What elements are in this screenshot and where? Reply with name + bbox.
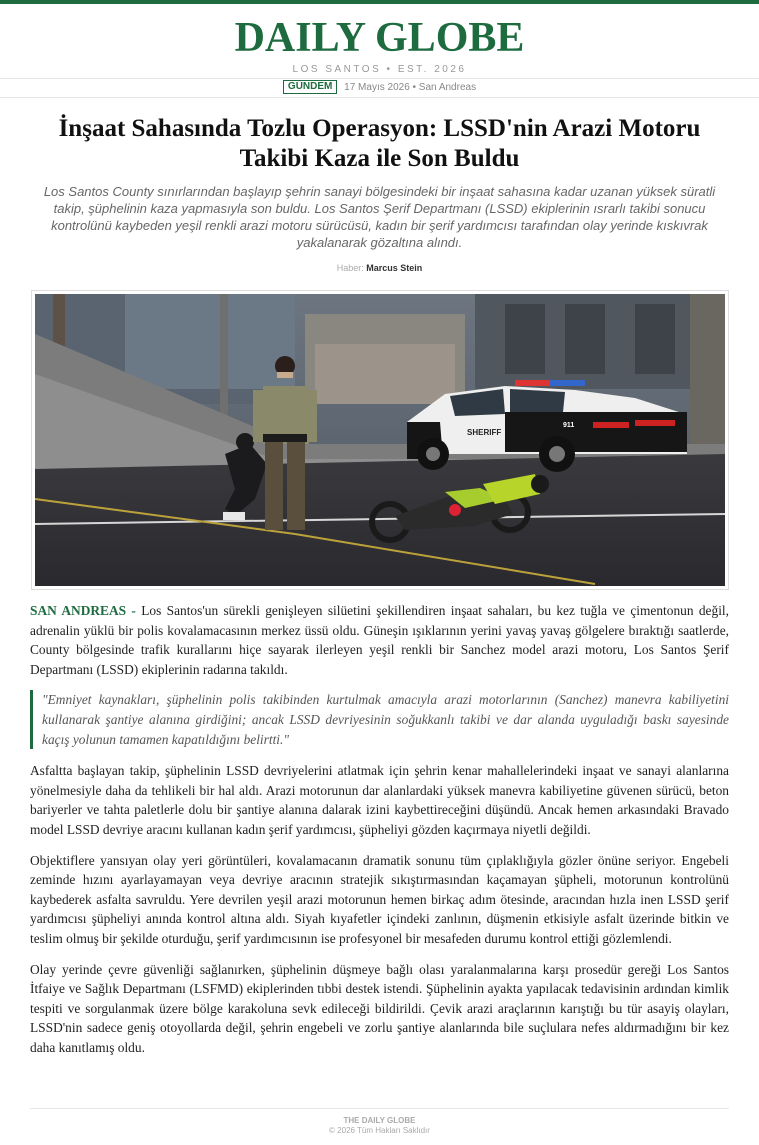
site-logo[interactable]: DAILY GLOBE [234,15,525,61]
byline-label: Haber: [336,263,364,273]
paragraph-1 [30,601,729,679]
paragraph-2: Asfaltta başlayan takip, şüphelinin LSSD devriyelerini atlatmak için şehrin kenar mahallelerindeki inşaat ve sanayi alanlarına yönelmesiyle daha da tehlikeli bir hal aldı. Arazi motorunun dar alanlardaki yüksek manevra kabiliyetine güvenen sürücü, beton bariyerler ve tahta paletlerle dolu bir şantiye alanına dalarak izini kaybettireceğini düşündü. Ancak hemen arkasındaki Bravado model LSSD devriye aracını kullanan kadın şerif yardımcısı, şüpheliyi gözden kaçırmaya niyetli değildi. [30,763,729,837]
article-lede: Los Santos County sınırlarından başlayıp şehrin sanayi bölgesindeki bir inşaat sahasına kadar uzanan yüksek süratli takip, şüphelinin kaza yapmasıyla son buldu. Los Santos Şerif Departmanı (LSSD) ekiplerinin ısrarlı takibi sonucu kontrolünü kaybeden yeşil renkli arazi motoru sürücüsü, kadın bir şerif yardımcısı tarafından olay yerinde kıskıvrak yakalanarak gözaltına alındı. [43,184,716,250]
paragraph-1-text: Los Santos'un sürekli genişleyen silüetini şekillendiren inşaat sahaları, bu kez tuğla ve çimentonun değil, adrenalin yüklü bir polis kovalamacasının merkez üssü oldu. Güneşin ışıklarının yerini yavaş yavaş gölgelere bıraktığı saatlerde, County bölgesinde trafik kurallarını hiçe sayarak ilerleyen yeşil renkli bir Sanchez model arazi motoru, Los Santos Şerif Departmanı (LSSD) ekiplerinin radarına takıldı. [30,603,729,677]
car-number: 911 [563,422,575,429]
byline [0,263,759,273]
divider [0,78,759,79]
article-headline: İnşaat Sahasında Tozlu Operasyon: LSSD'nin Arazi Motoru Takibi Kaza ile Son Buldu [58,115,701,172]
article-body [30,601,729,1068]
dateline: SAN ANDREAS - [30,603,136,618]
date-location: 17 Mayıs 2026 • San Andreas [344,82,477,93]
footer-copyright: © 2026 Tüm Hakları Saklıdır [329,1126,430,1135]
divider [30,1108,729,1109]
byline-author[interactable]: Marcus Stein [366,263,423,273]
site-tagline: LOS SANTOS • EST. 2026 [292,64,467,75]
page-footer [0,1116,759,1136]
pull-quote: "Emniyet kaynakları, şüphelinin polis takibinden kurtulmak amacıyla arazi motorlarının (Sanchez) manevra kabiliyetini kullanarak şantiye alanına girdiğini; ancak LSSD devriyesinin soğukkanlı takibi ve dar alanda uyguladığı baskı sayesinde kaçış yolunun tamamen kapatıldığını belirtti." [30,690,729,749]
article-meta [0,80,759,96]
footer-brand: THE DAILY GLOBE [343,1116,416,1125]
divider [0,97,759,98]
masthead [0,14,759,75]
top-accent-bar [0,0,759,4]
paragraph-3: Objektiflere yansıyan olay yeri görüntüleri, kovalamacanın dramatik sonunu tüm çıplaklığıyla gözler önüne seriyor. Engebeli zeminde hızını ayarlayamayan veya devriye aracının stratejik sıkıştırmasından kaçamayan şüpheli, motorunun kontrolünü kaybederek asfalta savruldu. Yere devrilen yeşil arazi motorunun hemen birkaç adım ötesinde, aracından hızla inen LSSD şerif yardımcısı şüpheliyi anında kontrol altına aldı. Siyah kıyafetler içindeki zanlının, düşmenin etkisiyle asfalt üzerinde bitkin ve teslim olmuş bir şekilde oturduğu, şerif yardımcısının ise profesyonel bir mesafeden durumu kontrol ettiği gözlemlendi. [30,852,729,946]
article-photo [31,290,729,590]
category-badge[interactable]: GÜNDEM [283,80,337,94]
paragraph-4: Olay yerinde çevre güvenliği sağlanırken, şüphelinin düşmeye bağlı olası yaralanmalarına karşı prosedür gereği Los Santos İtfaiye ve Sağlık Departmanı (LSFMD) ekiplerinden tıbbi destek istendi. Şüphelinin ayakta yapılacak tedavisinin ardından kimlik tespiti ve sorgulanmak üzere bölge karakoluna sevk edileceği bildirildi. Çevik arazi araçlarının karıştığı bu tür asayiş olayları, LSSD'nin sadece geniş otoyollarda değil, şehrin engebeli ve zorlu şantiye alanlarında bile suçlulara nefes aldırmadığını bir kez daha kanıtlamış oldu. [30,961,729,1055]
crash-scene-illustration [35,294,725,586]
car-door-text: SHERIFF [467,428,502,437]
